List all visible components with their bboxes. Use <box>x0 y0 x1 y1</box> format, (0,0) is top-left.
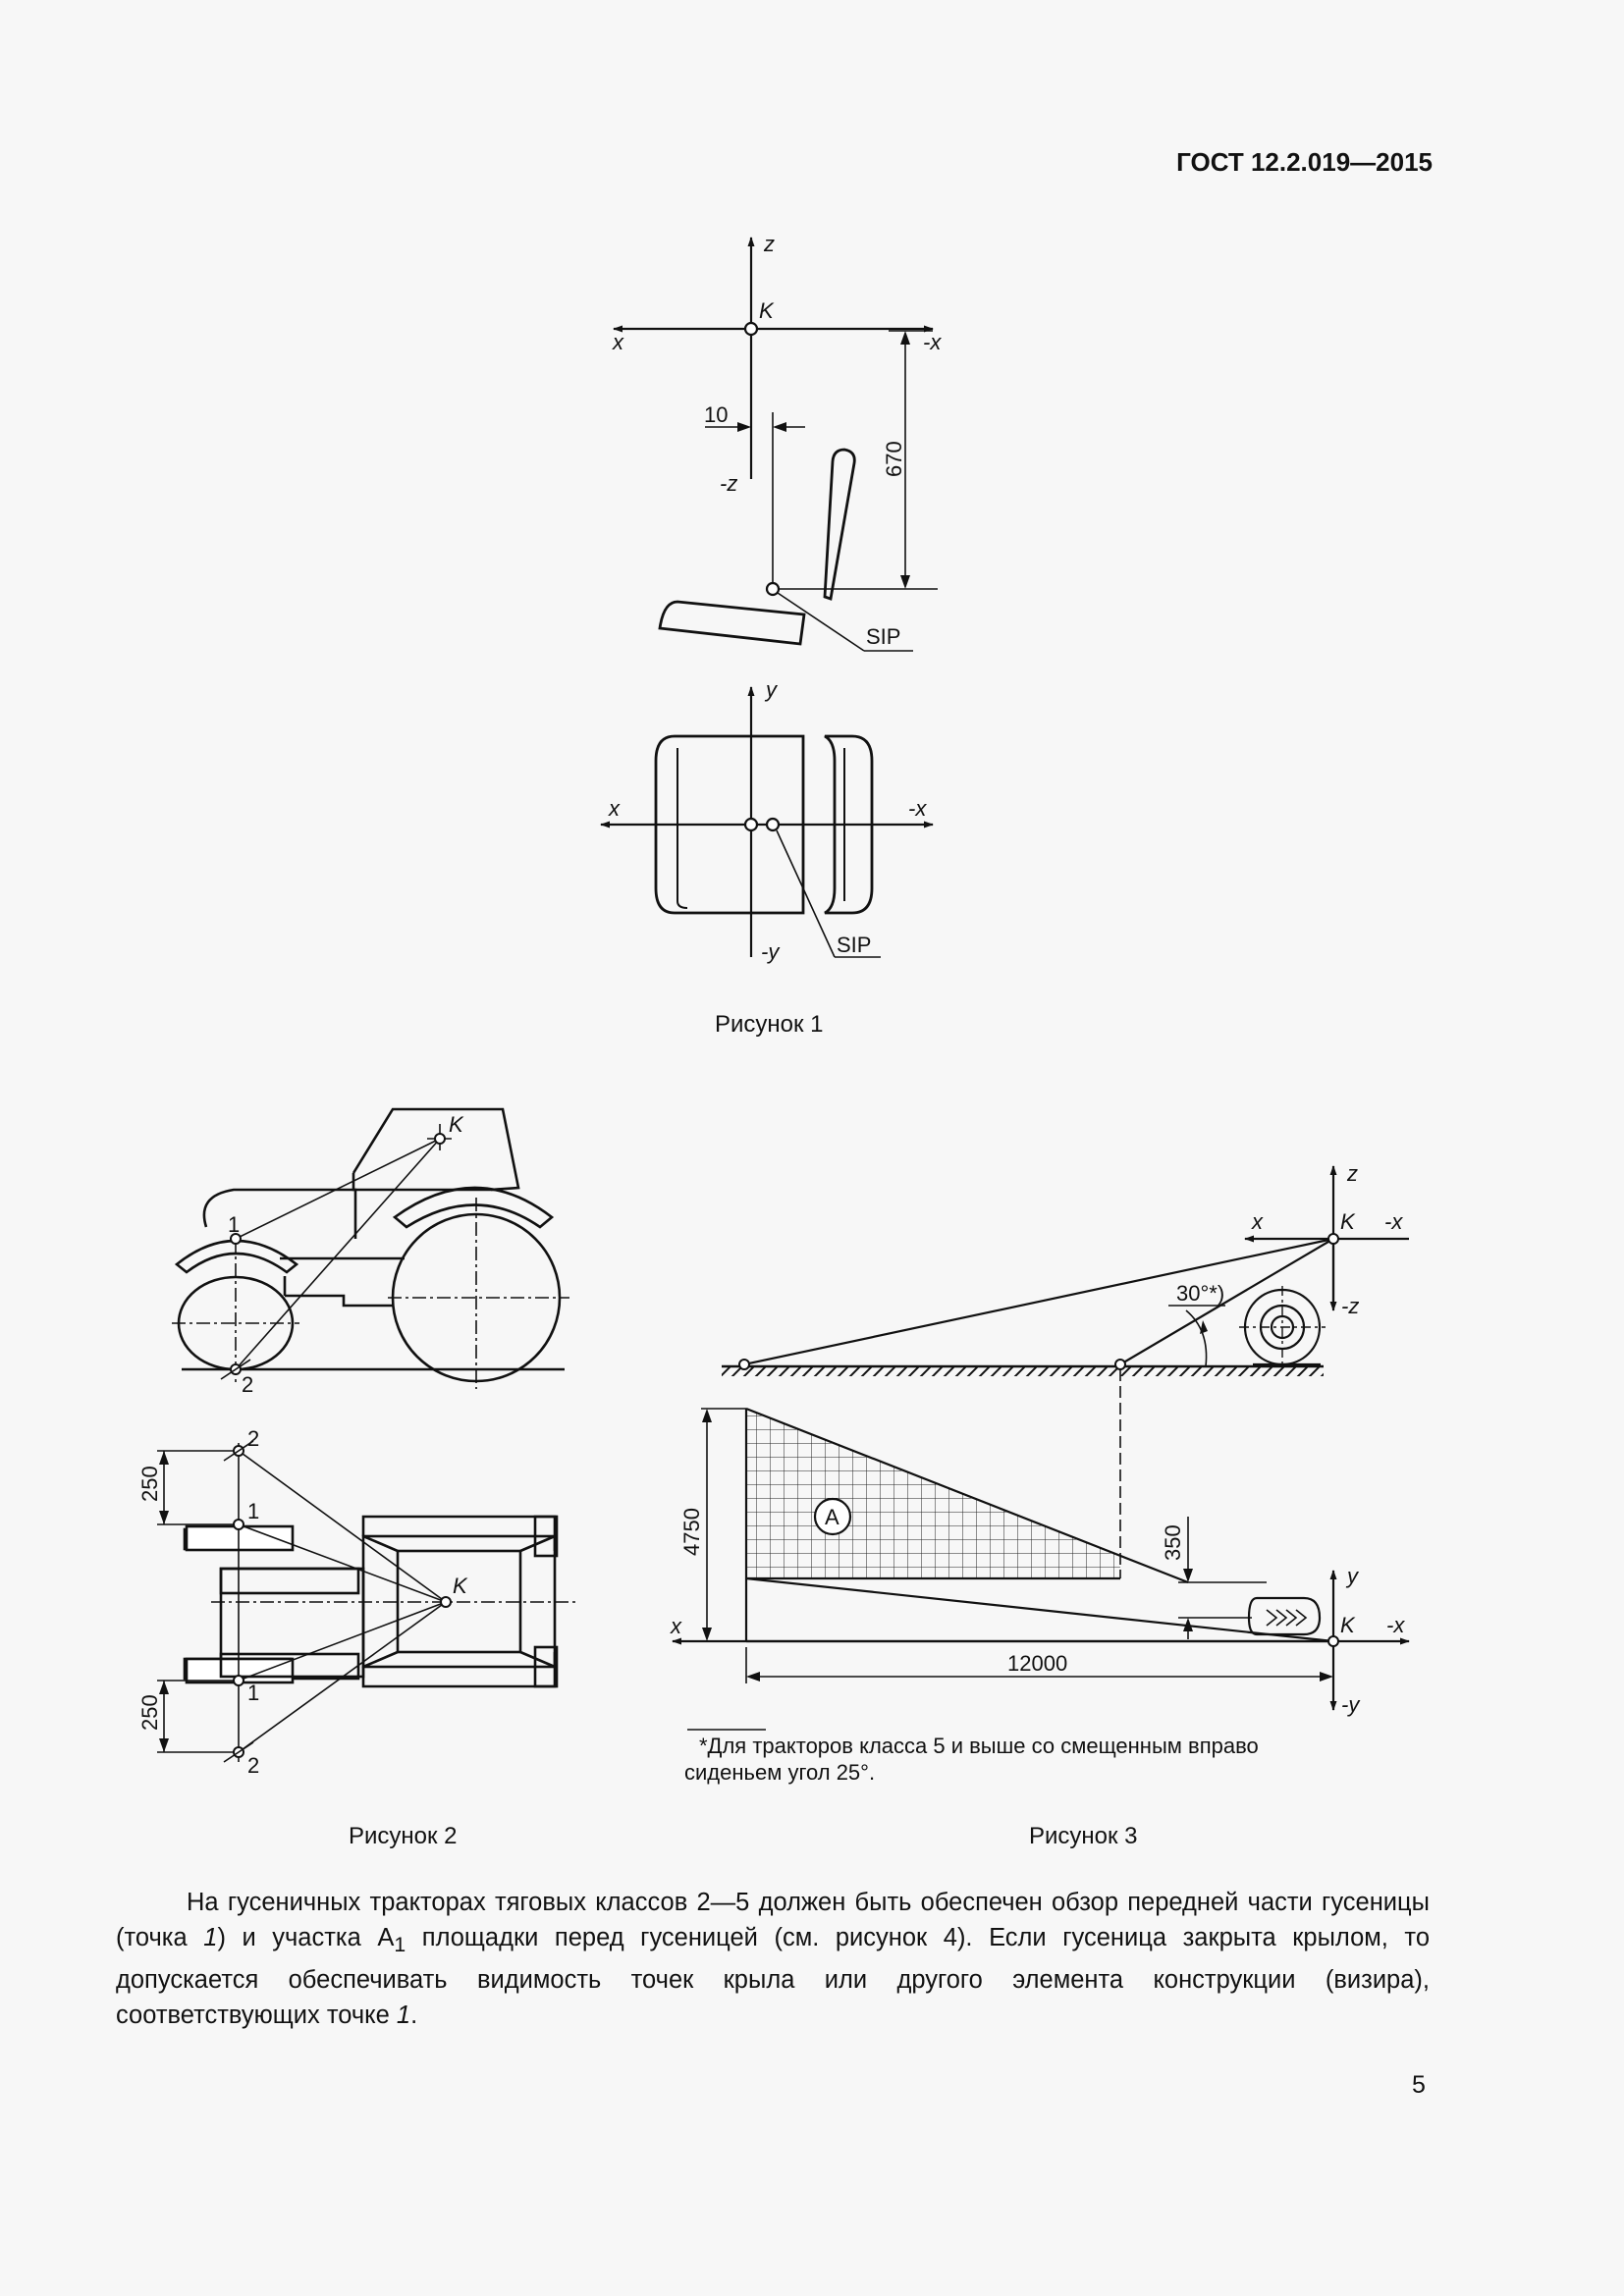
dimension-label: 10 <box>704 402 729 427</box>
axis-label: z <box>1347 1161 1358 1186</box>
paragraph-text: На гусеничных тракторах тяговых классов 2—5 должен быть обеспечен обзор передней части гусеницы (точка <box>116 1889 1430 1951</box>
axis-label: -x <box>1386 1613 1405 1637</box>
point-reference: 1 <box>396 2002 411 2030</box>
axis-label: -z <box>1341 1294 1360 1318</box>
axis-label: x <box>613 330 623 354</box>
dimension-label: 670 <box>882 441 906 477</box>
document-code: ГОСТ 12.2.019—2015 <box>1176 147 1433 177</box>
axis-label: z <box>764 232 775 256</box>
figure-2-top-view <box>157 1441 579 1762</box>
dimension-label: 250 <box>137 1466 162 1502</box>
point-label: 2 <box>247 1426 260 1451</box>
figure-2-side-view <box>172 1109 569 1389</box>
footnote-line: *Для тракторов класса 5 и выше со смещенным вправо <box>699 1734 1259 1758</box>
axis-label: x <box>1252 1209 1263 1234</box>
axis-label: y <box>1347 1564 1358 1588</box>
axis-label: y <box>766 677 777 702</box>
point-reference: 1 <box>203 1924 218 1951</box>
dimension-label: 250 <box>137 1694 162 1731</box>
axis-label: -x <box>908 796 927 821</box>
dimension-label: 4750 <box>679 1508 704 1556</box>
axis-label: -y <box>761 939 780 964</box>
dimension-label: 350 <box>1161 1524 1185 1561</box>
figure-2-caption: Рисунок 2 <box>349 1823 458 1849</box>
axis-label: -z <box>720 471 738 496</box>
paragraph-text: площадки перед гусеницей (см. рисунок 4). Если гусеница закрыта крылом, то допускается обеспечивать видимость точек крыла или другого элемента конструкции (визира), соответствующих точке <box>116 1924 1430 2030</box>
axis-label: x <box>671 1614 681 1638</box>
point-label: 1 <box>247 1681 260 1705</box>
sip-label: SIP <box>866 624 901 649</box>
body-paragraph <box>116 1885 1430 2033</box>
figure-1-labels <box>608 232 942 964</box>
page-number: 5 <box>1412 2071 1426 2099</box>
footnote-line: сиденьем угол 25°. <box>684 1760 876 1785</box>
figure-3-caption: Рисунок 3 <box>1029 1823 1138 1849</box>
sip-label: SIP <box>837 933 872 957</box>
axis-label: -y <box>1341 1692 1360 1717</box>
axis-label: x <box>609 796 620 821</box>
figure-3-top-view <box>673 1409 1409 1730</box>
point-label: K <box>453 1574 467 1598</box>
axis-label: -x <box>923 330 942 354</box>
point-label: 2 <box>242 1372 254 1397</box>
point-label: 1 <box>247 1499 260 1523</box>
figure-1-caption: Рисунок 1 <box>715 1011 824 1038</box>
axis-label: -x <box>1384 1209 1403 1234</box>
point-label: K <box>1340 1613 1355 1637</box>
subscript: 1 <box>394 1933 406 1957</box>
dimension-label: 12000 <box>1007 1651 1068 1676</box>
angle-label: 30°*) <box>1176 1281 1225 1306</box>
area-label: A <box>825 1505 839 1529</box>
point-label: K <box>759 298 774 323</box>
point-label: K <box>1340 1209 1355 1234</box>
point-label: K <box>449 1112 463 1137</box>
figure-1 <box>601 238 938 957</box>
paragraph-text: ) и участка А <box>217 1924 395 1951</box>
point-label: 1 <box>228 1212 241 1237</box>
point-label: 2 <box>247 1753 260 1778</box>
paragraph-text: . <box>410 2002 418 2030</box>
